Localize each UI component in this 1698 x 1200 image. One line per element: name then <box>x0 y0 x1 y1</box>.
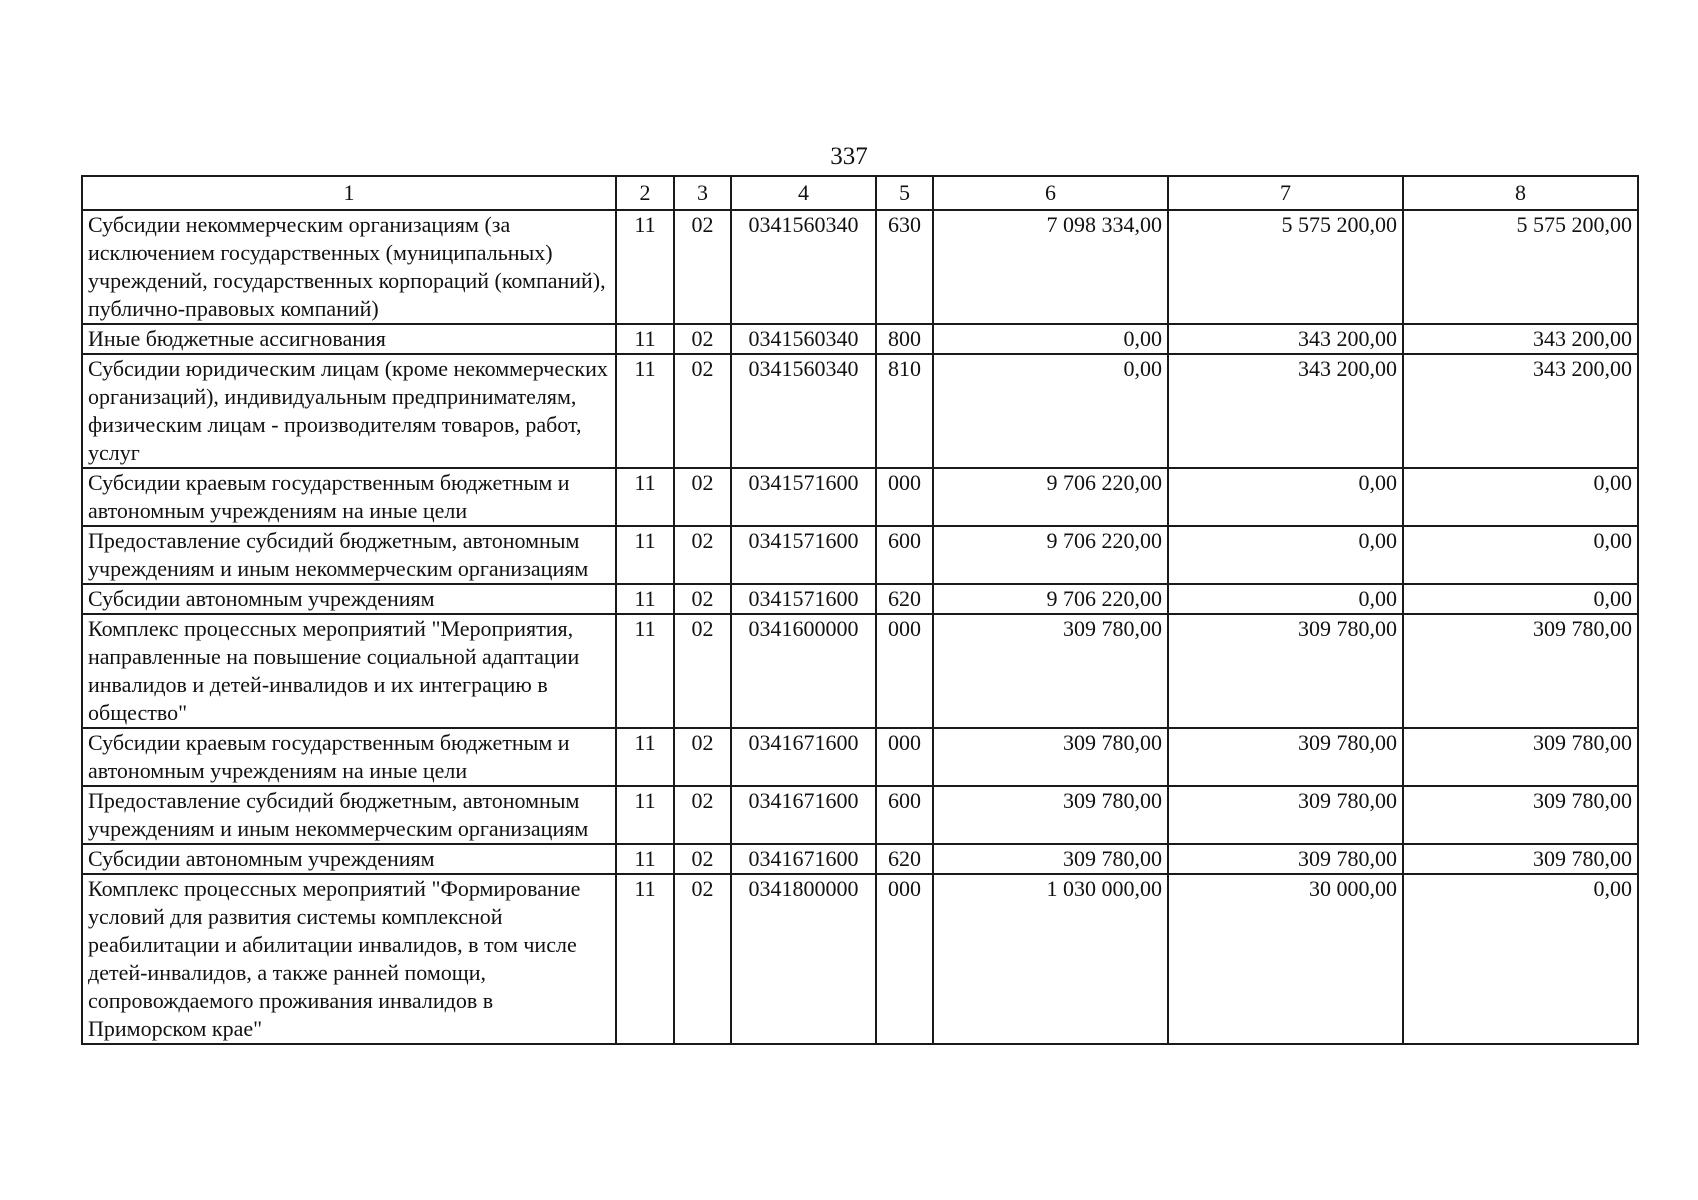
subsection-code: 02 <box>674 526 731 584</box>
section-code: 11 <box>616 614 674 728</box>
amount-col-8: 0,00 <box>1403 468 1638 526</box>
amount-col-6: 7 098 334,00 <box>933 210 1168 324</box>
table-row <box>82 728 1638 786</box>
column-header-6: 6 <box>933 176 1168 210</box>
column-header-2: 2 <box>616 176 674 210</box>
amount-col-6: 9 706 220,00 <box>933 584 1168 614</box>
row-name: Комплекс процессных мероприятий "Мероприятия, направленные на повышение социальной адаптации инвалидов и детей-инвалидов и их интеграцию в общество" <box>82 614 616 728</box>
section-code: 11 <box>616 584 674 614</box>
table-row <box>82 844 1638 874</box>
target-article-code: 0341671600 <box>731 786 876 844</box>
target-article-code: 0341571600 <box>731 526 876 584</box>
table-row <box>82 468 1638 526</box>
expense-type-code: 620 <box>876 584 933 614</box>
section-code: 11 <box>616 728 674 786</box>
target-article-code: 0341671600 <box>731 844 876 874</box>
table-row <box>82 354 1638 468</box>
target-article-code: 0341560340 <box>731 354 876 468</box>
amount-col-6: 309 780,00 <box>933 728 1168 786</box>
target-article-code: 0341560340 <box>731 210 876 324</box>
row-name: Субсидии автономным учреждениям <box>82 584 616 614</box>
column-header-3: 3 <box>674 176 731 210</box>
column-header-1: 1 <box>82 176 616 210</box>
column-header-4: 4 <box>731 176 876 210</box>
row-name: Субсидии краевым государственным бюджетным и автономным учреждениям на иные цели <box>82 468 616 526</box>
expense-type-code: 000 <box>876 874 933 1044</box>
amount-col-8: 309 780,00 <box>1403 614 1638 728</box>
amount-col-7: 30 000,00 <box>1168 874 1403 1044</box>
expense-type-code: 000 <box>876 728 933 786</box>
column-header-7: 7 <box>1168 176 1403 210</box>
amount-col-6: 309 780,00 <box>933 786 1168 844</box>
amount-col-7: 309 780,00 <box>1168 786 1403 844</box>
section-code: 11 <box>616 354 674 468</box>
expense-type-code: 620 <box>876 844 933 874</box>
amount-col-7: 0,00 <box>1168 468 1403 526</box>
expense-type-code: 000 <box>876 468 933 526</box>
amount-col-8: 343 200,00 <box>1403 324 1638 354</box>
subsection-code: 02 <box>674 584 731 614</box>
expense-type-code: 800 <box>876 324 933 354</box>
amount-col-8: 0,00 <box>1403 584 1638 614</box>
subsection-code: 02 <box>674 728 731 786</box>
expense-type-code: 000 <box>876 614 933 728</box>
subsection-code: 02 <box>674 786 731 844</box>
row-name: Субсидии краевым государственным бюджетным и автономным учреждениям на иные цели <box>82 728 616 786</box>
table-row <box>82 584 1638 614</box>
row-name: Предоставление субсидий бюджетным, автономным учреждениям и иным некоммерческим организациям <box>82 526 616 584</box>
amount-col-8: 309 780,00 <box>1403 844 1638 874</box>
amount-col-7: 309 780,00 <box>1168 728 1403 786</box>
amount-col-6: 309 780,00 <box>933 844 1168 874</box>
amount-col-8: 0,00 <box>1403 526 1638 584</box>
amount-col-6: 309 780,00 <box>933 614 1168 728</box>
table-row <box>82 324 1638 354</box>
amount-col-6: 1 030 000,00 <box>933 874 1168 1044</box>
amount-col-8: 0,00 <box>1403 874 1638 1044</box>
amount-col-8: 5 575 200,00 <box>1403 210 1638 324</box>
target-article-code: 0341671600 <box>731 728 876 786</box>
section-code: 11 <box>616 786 674 844</box>
subsection-code: 02 <box>674 874 731 1044</box>
amount-col-7: 5 575 200,00 <box>1168 210 1403 324</box>
row-name: Иные бюджетные ассигнования <box>82 324 616 354</box>
amount-col-6: 0,00 <box>933 324 1168 354</box>
expense-type-code: 810 <box>876 354 933 468</box>
target-article-code: 0341571600 <box>731 468 876 526</box>
section-code: 11 <box>616 210 674 324</box>
amount-col-6: 9 706 220,00 <box>933 468 1168 526</box>
subsection-code: 02 <box>674 324 731 354</box>
budget-table <box>81 175 1639 1045</box>
target-article-code: 0341560340 <box>731 324 876 354</box>
subsection-code: 02 <box>674 210 731 324</box>
target-article-code: 0341800000 <box>731 874 876 1044</box>
expense-type-code: 600 <box>876 526 933 584</box>
expense-type-code: 630 <box>876 210 933 324</box>
section-code: 11 <box>616 526 674 584</box>
table-header-row <box>82 176 1638 210</box>
table-row <box>82 874 1638 1044</box>
amount-col-7: 309 780,00 <box>1168 844 1403 874</box>
page-number: 337 <box>830 143 868 170</box>
section-code: 11 <box>616 844 674 874</box>
amount-col-6: 9 706 220,00 <box>933 526 1168 584</box>
amount-col-7: 309 780,00 <box>1168 614 1403 728</box>
table-row <box>82 526 1638 584</box>
section-code: 11 <box>616 874 674 1044</box>
row-name: Субсидии автономным учреждениям <box>82 844 616 874</box>
target-article-code: 0341571600 <box>731 584 876 614</box>
row-name: Субсидии юридическим лицам (кроме некоммерческих организаций), индивидуальным предпринимателям, физическим лицам - производителям товаров, работ, услуг <box>82 354 616 468</box>
row-name: Субсидии некоммерческим организациям (за исключением государственных (муниципальных) учреждений, государственных корпораций (компаний), публично-правовых компаний) <box>82 210 616 324</box>
subsection-code: 02 <box>674 468 731 526</box>
amount-col-7: 343 200,00 <box>1168 324 1403 354</box>
column-header-8: 8 <box>1403 176 1638 210</box>
table-row <box>82 614 1638 728</box>
subsection-code: 02 <box>674 844 731 874</box>
table-row <box>82 210 1638 324</box>
amount-col-7: 0,00 <box>1168 526 1403 584</box>
amount-col-6: 0,00 <box>933 354 1168 468</box>
amount-col-8: 343 200,00 <box>1403 354 1638 468</box>
subsection-code: 02 <box>674 614 731 728</box>
column-header-5: 5 <box>876 176 933 210</box>
table-row <box>82 786 1638 844</box>
target-article-code: 0341600000 <box>731 614 876 728</box>
amount-col-7: 343 200,00 <box>1168 354 1403 468</box>
row-name: Предоставление субсидий бюджетным, автономным учреждениям и иным некоммерческим организациям <box>82 786 616 844</box>
expense-type-code: 600 <box>876 786 933 844</box>
amount-col-8: 309 780,00 <box>1403 786 1638 844</box>
section-code: 11 <box>616 468 674 526</box>
amount-col-8: 309 780,00 <box>1403 728 1638 786</box>
amount-col-7: 0,00 <box>1168 584 1403 614</box>
row-name: Комплекс процессных мероприятий "Формирование условий для развития системы комплексной реабилитации и абилитации инвалидов, в том числе детей-инвалидов, а также ранней помощи, сопровождаемого проживания инвалидов в Приморском крае" <box>82 874 616 1044</box>
section-code: 11 <box>616 324 674 354</box>
subsection-code: 02 <box>674 354 731 468</box>
